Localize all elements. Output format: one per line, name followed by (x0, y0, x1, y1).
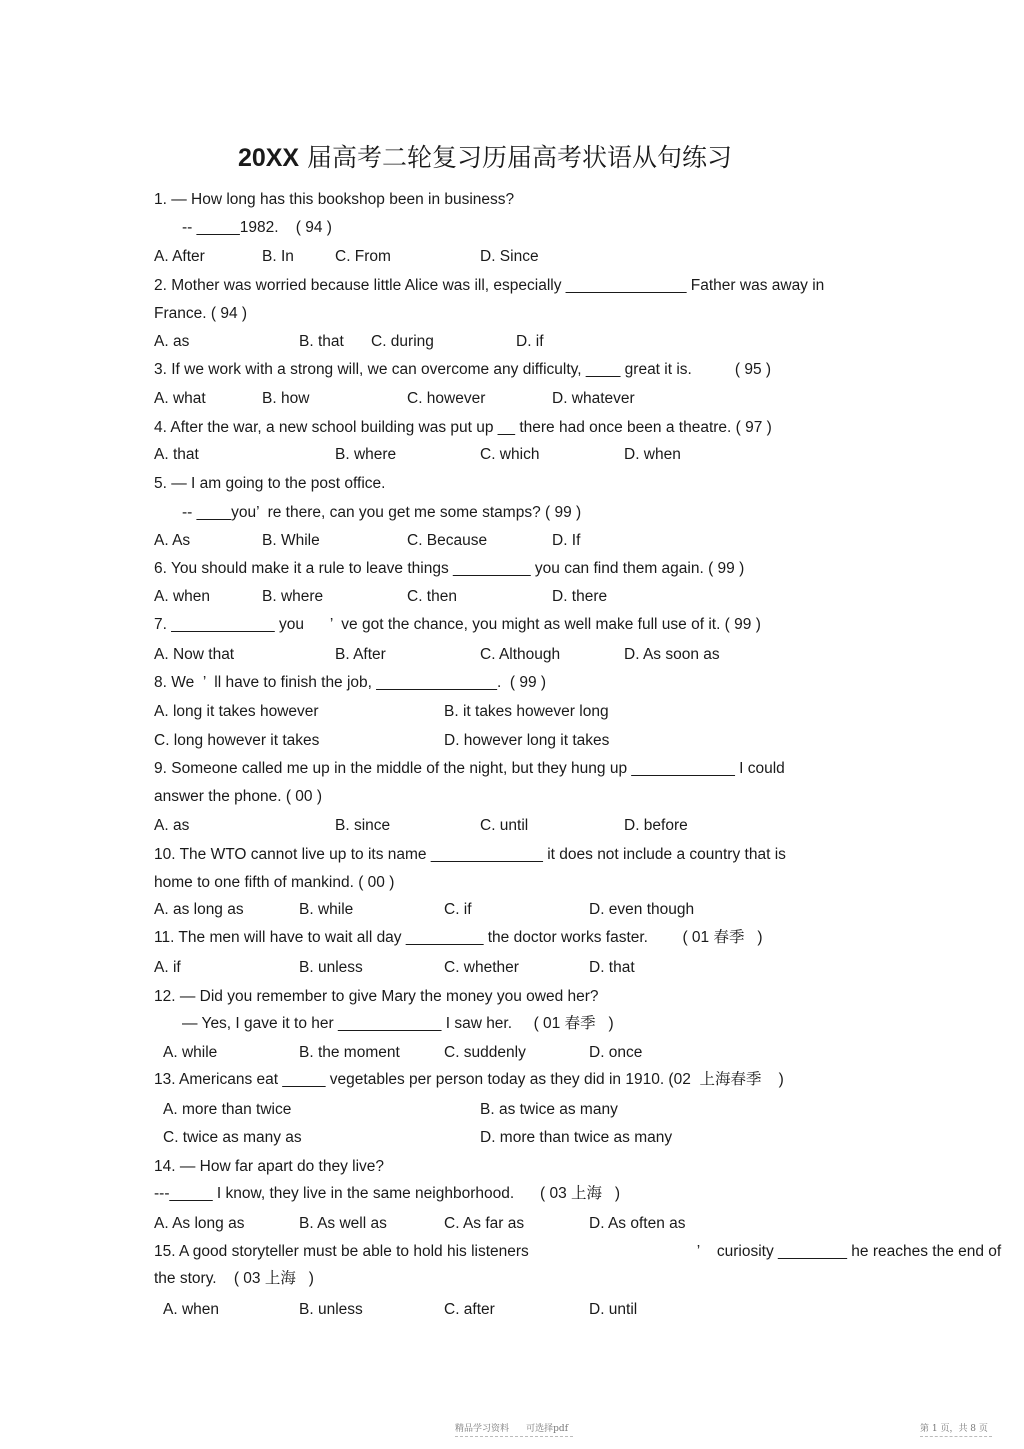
option-8c: C. long however it takes (154, 732, 320, 749)
question-13-text: 13. Americans eat _____ vegetables per person today as they did in 1910. (02 上海春季 ) (154, 1071, 784, 1088)
option-10b: B. while (299, 901, 354, 918)
option-12a: A. while (163, 1044, 218, 1061)
option-6a: A. when (154, 588, 211, 605)
question-2-text: 2. Mother was worried because little Alice was ill, especially ______________ Father was away in (154, 277, 825, 294)
option-5c: C. Because (407, 532, 488, 549)
option-14c: C. As far as (444, 1215, 525, 1232)
option-7a: A. Now that (154, 646, 235, 663)
option-11a: A. if (154, 959, 181, 976)
option-12d: D. once (589, 1044, 643, 1061)
question-14-answer-line: ---_____ I know, they live in the same neighborhood. ( 03 上海 ) (154, 1185, 621, 1202)
question-11-text: 11. The men will have to wait all day _________ the doctor works faster. ( 01 春季 ) (154, 929, 763, 946)
question-9-text: 9. Someone called me up in the middle of the night, but they hung up ____________ I could (154, 760, 785, 777)
question-15-text: 15. A good storyteller must be able to hold his listeners ’ curiosity ________ he reaches the end of (154, 1243, 1002, 1260)
option-9c: C. until (480, 817, 529, 834)
option-1a: A. After (154, 248, 205, 265)
question-15-text-cont: the story. ( 03 上海 ) (154, 1270, 314, 1287)
option-11b: B. unless (299, 959, 363, 976)
option-7d: D. As soon as (624, 646, 720, 663)
option-1b: B. In (262, 248, 294, 265)
option-9b: B. since (335, 817, 391, 834)
option-12c: C. suddenly (444, 1044, 526, 1061)
option-3c: C. however (407, 390, 486, 407)
footer-center-dots (455, 1436, 573, 1437)
option-13b: B. as twice as many (480, 1101, 618, 1118)
option-12b: B. the moment (299, 1044, 400, 1061)
option-5a: A. As (154, 532, 191, 549)
option-14d: D. As often as (589, 1215, 686, 1232)
question-3-text: 3. If we work with a strong will, we can overcome any difficulty, ____ great it is. ( 95 ) (154, 361, 772, 378)
option-13d: D. more than twice as many (480, 1129, 673, 1146)
question-14-text: 14. — How far apart do they live? (154, 1158, 385, 1175)
option-15a: A. when (163, 1301, 220, 1318)
option-2c: C. during (371, 333, 434, 350)
footer-center-text: 精品学习资料 可选择pdf (455, 1424, 569, 1434)
option-5d: D. If (552, 532, 581, 549)
question-2-text-cont: France. ( 94 ) (154, 305, 248, 322)
option-2b: B. that (299, 333, 344, 350)
page-title: 20XX 届高考二轮复习历届高考状语从句练习 (237, 143, 733, 172)
question-12-text: 12. — Did you remember to give Mary the money you owed her? (154, 988, 599, 1005)
option-11c: C. whether (444, 959, 519, 976)
option-14b: B. As well as (299, 1215, 387, 1232)
option-4c: C. which (480, 446, 540, 463)
option-10a: A. as long as (154, 901, 244, 918)
question-9-text-cont: answer the phone. ( 00 ) (154, 788, 323, 805)
question-4-text: 4. After the war, a new school building was put up __ there had once been a theatre. ( 97 ) (154, 419, 772, 436)
footer-right-dots (920, 1436, 992, 1437)
option-8b: B. it takes however long (444, 703, 609, 720)
option-4d: D. when (624, 446, 681, 463)
question-7-text: 7. ____________ you ’ ve got the chance, you might as well make full use of it. ( 99 ) (154, 616, 761, 633)
option-15b: B. unless (299, 1301, 363, 1318)
question-6-text: 6. You should make it a rule to leave things _________ you can find them again. ( 99 ) (154, 560, 745, 577)
option-4b: B. where (335, 446, 397, 463)
option-3a: A. what (154, 390, 206, 407)
option-11d: D. that (589, 959, 635, 976)
option-10c: C. if (444, 901, 472, 918)
question-10-text-cont: home to one fifth of mankind. ( 00 ) (154, 874, 395, 891)
question-1-text: 1. — How long has this bookshop been in business? (154, 191, 515, 208)
option-15d: D. until (589, 1301, 638, 1318)
question-1-answer-line: -- _____1982. ( 94 ) (182, 219, 332, 236)
option-6c: C. then (407, 588, 457, 605)
option-7b: B. After (335, 646, 386, 663)
option-2d: D. if (516, 333, 544, 350)
option-9a: A. as (154, 817, 190, 834)
option-9d: D. before (624, 817, 688, 834)
option-1d: D. Since (480, 248, 539, 265)
option-8a: A. long it takes however (154, 703, 319, 720)
option-13c: C. twice as many as (163, 1129, 302, 1146)
option-6b: B. where (262, 588, 324, 605)
option-13a: A. more than twice (163, 1101, 292, 1118)
option-2a: A. as (154, 333, 190, 350)
option-1c: C. From (335, 248, 391, 265)
option-15c: C. after (444, 1301, 495, 1318)
option-10d: D. even though (589, 901, 695, 918)
footer-page-number: 第 1 页，共 8 页 (920, 1424, 988, 1434)
option-6d: D. there (552, 588, 608, 605)
option-4a: A. that (154, 446, 199, 463)
question-8-text: 8. We ’ ll have to finish the job, ______________. ( 99 ) (154, 674, 547, 691)
option-3d: D. whatever (552, 390, 635, 407)
question-12-answer-line: — Yes, I gave it to her ____________ I saw her. ( 01 春季 ) (182, 1015, 614, 1032)
question-10-text: 10. The WTO cannot live up to its name _____________ it does not include a country that is (154, 846, 786, 863)
option-14a: A. As long as (154, 1215, 245, 1232)
question-5-text: 5. — I am going to the post office. (154, 475, 386, 492)
option-3b: B. how (262, 390, 310, 407)
option-5b: B. While (262, 532, 320, 549)
option-7c: C. Although (480, 646, 561, 663)
question-5-answer-line: -- ____you’ re there, can you get me some stamps? ( 99 ) (182, 504, 582, 521)
option-8d: D. however long it takes (444, 732, 610, 749)
